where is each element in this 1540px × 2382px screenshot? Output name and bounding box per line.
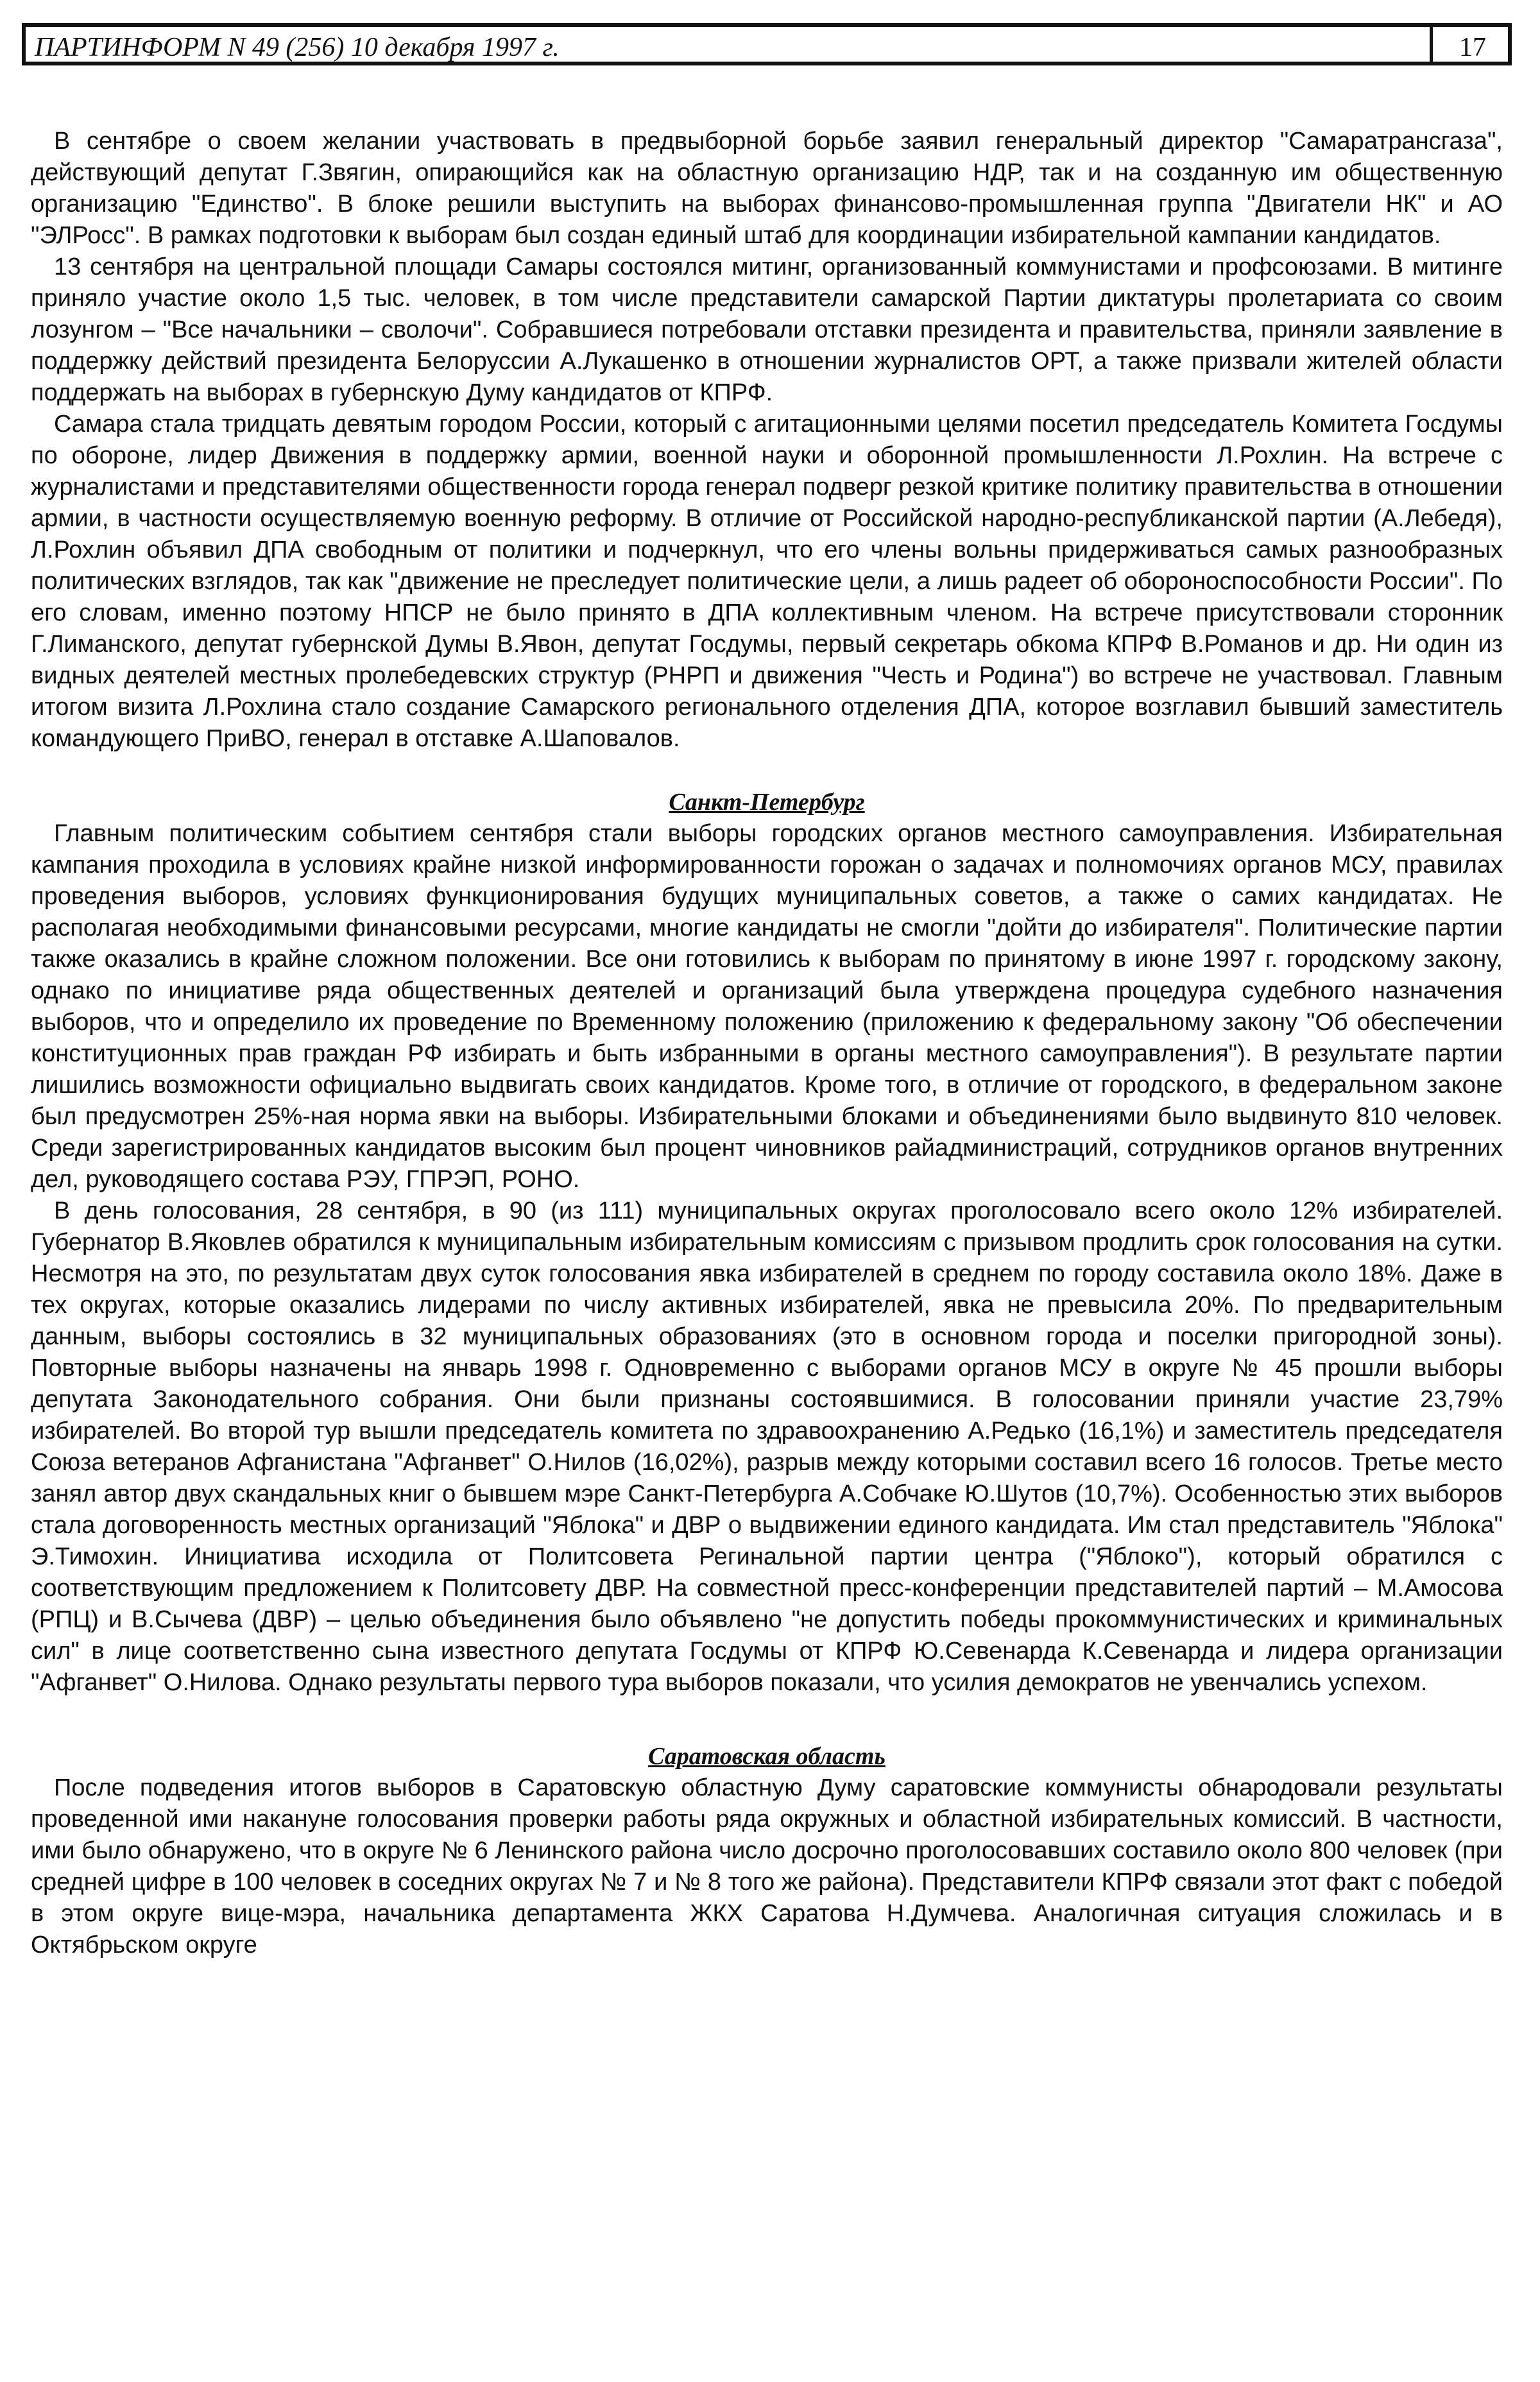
section-heading-saratov: Саратовская область xyxy=(648,1743,886,1770)
paragraph: Главным политическим событием сентября стали выборы городских органов местного самоуправления. Избирательная кампания проходила в условиях крайне низкой информированности горожан о задачах и полномочиях органов МСУ, правилах проведения выборов, условиях функционирования будущих муниципальных советов, а также о самих кандидатах. Не располагая необходимыми финансовыми ресурсами, многие кандидаты не смогли "дойти до избирателя". Политические партии также оказались в крайне сложном положении. Все они готовились к выборам по принятому в июне 1997 г. городскому закону, однако по инициативе ряда общественных деятелей и организаций была утверждена процедура судебного назначения выборов, что и определило их проведение по Временному положению (приложению к федеральному закону "Об обеспечении конституционных прав граждан РФ избирать и быть избранными в органы местного самоуправления"). В результате партии лишились возможности официально выдвигать своих кандидатов. Кроме того, в отличие от городского, в федеральном законе был предусмотрен 25%-ная норма явки на выборы. Избирательными блоками и объединениями было выдвинуто 810 человек. Среди зарегистрированных кандидатов высоким был процент чиновников райадминистраций, сотрудников органов внутренних дел, руководящего состава РЭУ, ГПРЭП, РОНО. xyxy=(31,820,1503,1193)
article-body xyxy=(31,126,1503,1961)
paragraph: 13 сентября на центральной площади Самары состоялся митинг, организованный коммунистами и профсоюзами. В митинге приняло участие около 1,5 тыс. человек, в том числе представители самарской Партии диктатуры пролетариата со своим лозунгом – "Все начальники – сволочи". Собравшиеся потребовали отставки президента и правительства, приняли заявление в поддержку действий президента Белоруссии А.Лукашенко в отношении журналистов ОРТ, а также призвали жителей области поддержать на выборах в губернскую Думу кандидатов от КПРФ. xyxy=(31,253,1503,406)
section-spacer xyxy=(31,755,1503,787)
header-divider xyxy=(1430,27,1433,62)
publication-title: ПАРТИНФОРМ N 49 (256) 10 декабря 1997 г. xyxy=(35,33,560,62)
paragraph: Самара стала тридцать девятым городом России, который с агитационными целями посетил председатель Комитета Госдумы по обороне, лидер Движения в поддержку армии, военной науки и оборонной промышленности Л.Рохлин. На встрече с журналистами и представителями общественности города генерал подверг резкой критике политику правительства в отношении армии, в частности осуществляемую военную реформу. В отличие от Российской народно-республиканской партии (А.Лебедя), Л.Рохлин объявил ДПА свободным от политики и подчеркнул, что его члены вольны придерживаться самых разнообразных политических взглядов, так как "движение не преследует политические цели, а лишь радеет об обороноспособности России". По его словам, именно поэтому НПСР не было принято в ДПА коллективным членом. На встрече присутствовали сторонник Г.Лиманского, депутат губернской Думы В.Явон, депутат Госдумы, первый секретарь обкома КПРФ В.Романов и др. Ни один из видных деятелей местных пролебедевских структур (РНРП и движения "Честь и Родина") во встрече не участвовал. Главным итогом визита Л.Рохлина стало создание Самарского регионального отделения ДПА, которое возглавил бывший заместитель командующего ПриВО, генерал в отставке А.Шаповалов. xyxy=(31,411,1503,752)
paragraph: В сентябре о своем желании участвовать в предвыборной борьбе заявил генеральный директор "Самаратрансгаза", действующий депутат Г.Звягин, опирающийся как на областную организацию НДР, так и на созданную им общественную организацию "Единство". В блоке решили выступить на выборах финансово-промышленная группа "Двигатели НК" и АО "ЭЛРосс". В рамках подготовки к выборам был создан единый штаб для координации избирательной кампании кандидатов. xyxy=(31,128,1503,249)
page-number: 17 xyxy=(1459,33,1486,62)
paragraph: После подведения итогов выборов в Саратовскую областную Думу саратовские коммунисты обнародовали результаты проведенной ими накануне голосования проверки работы ряда окружных и областной избирательных комиссий. В частности, ими было обнаружено, что в округе № 6 Ленинского района число досрочно проголосовавших составило около 800 человек (при средней цифре в 100 человек в соседних округах № 7 и № 8 того же района). Представители КПРФ связали этот факт с победой в этом округе вице-мэра, начальника департамента ЖКХ Саратова Н.Думчева. Аналогичная ситуация сложилась и в Октябрьском округе xyxy=(31,1774,1503,1958)
section-spacer xyxy=(31,1699,1503,1741)
section-heading-spb: Санкт-Петербург xyxy=(669,789,865,816)
page-header xyxy=(22,23,1512,65)
paragraph: В день голосования, 28 сентября, в 90 (из 111) муниципальных округах проголосовало всего около 12% избирателей. Губернатор В.Яковлев обратился к муниципальным избирательным комиссиям с призывом продлить срок голосования на сутки. Несмотря на это, по результатам двух суток голосования явка избирателей в среднем по городу составила около 18%. Даже в тех округах, которые оказались лидерами по числу активных избирателей, явка не превысила 20%. По предварительным данным, выборы состоялись в 32 муниципальных образованиях (это в основном города и поселки пригородной зоны). Повторные выборы назначены на январь 1998 г. Одновременно с выборами органов МСУ в округе № 45 прошли выборы депутата Законодательного собрания. Они были признаны состоявшимися. В голосовании приняли участие 23,79% избирателей. Во второй тур вышли председатель комитета по здравоохранению А.Редько (16,1%) и заместитель председателя Союза ветеранов Афганистана "Афганвет" О.Нилов (16,02%), разрыв между которыми составил всего 16 голосов. Третье место занял автор двух скандальных книг о бывшем мэре Санкт-Петербурга А.Собчаке Ю.Шутов (10,7%). Особенностью этих выборов стала договоренность местных организаций "Яблока" и ДВР о выдвижении единого кандидата. Им стал представитель "Яблока" Э.Тимохин. Инициатива исходила от Политсовета Регинальной партии центра ("Яблоко"), который обратился с соответствующим предложением к Политсовету ДВР. На совместной пресс-конференции представителей партий – М.Амосова (РПЦ) и В.Сычева (ДВР) – целью объединения было объявлено "не допустить победы прокоммунистических и криминальных сил" в лице соответственно сына известного депутата Госдумы от КПРФ Ю.Севенарда К.Севенарда и лидера организации "Афганвет" О.Нилова. Однако результаты первого тура выборов показали, что усилия демократов не увенчались успехом. xyxy=(31,1197,1503,1696)
